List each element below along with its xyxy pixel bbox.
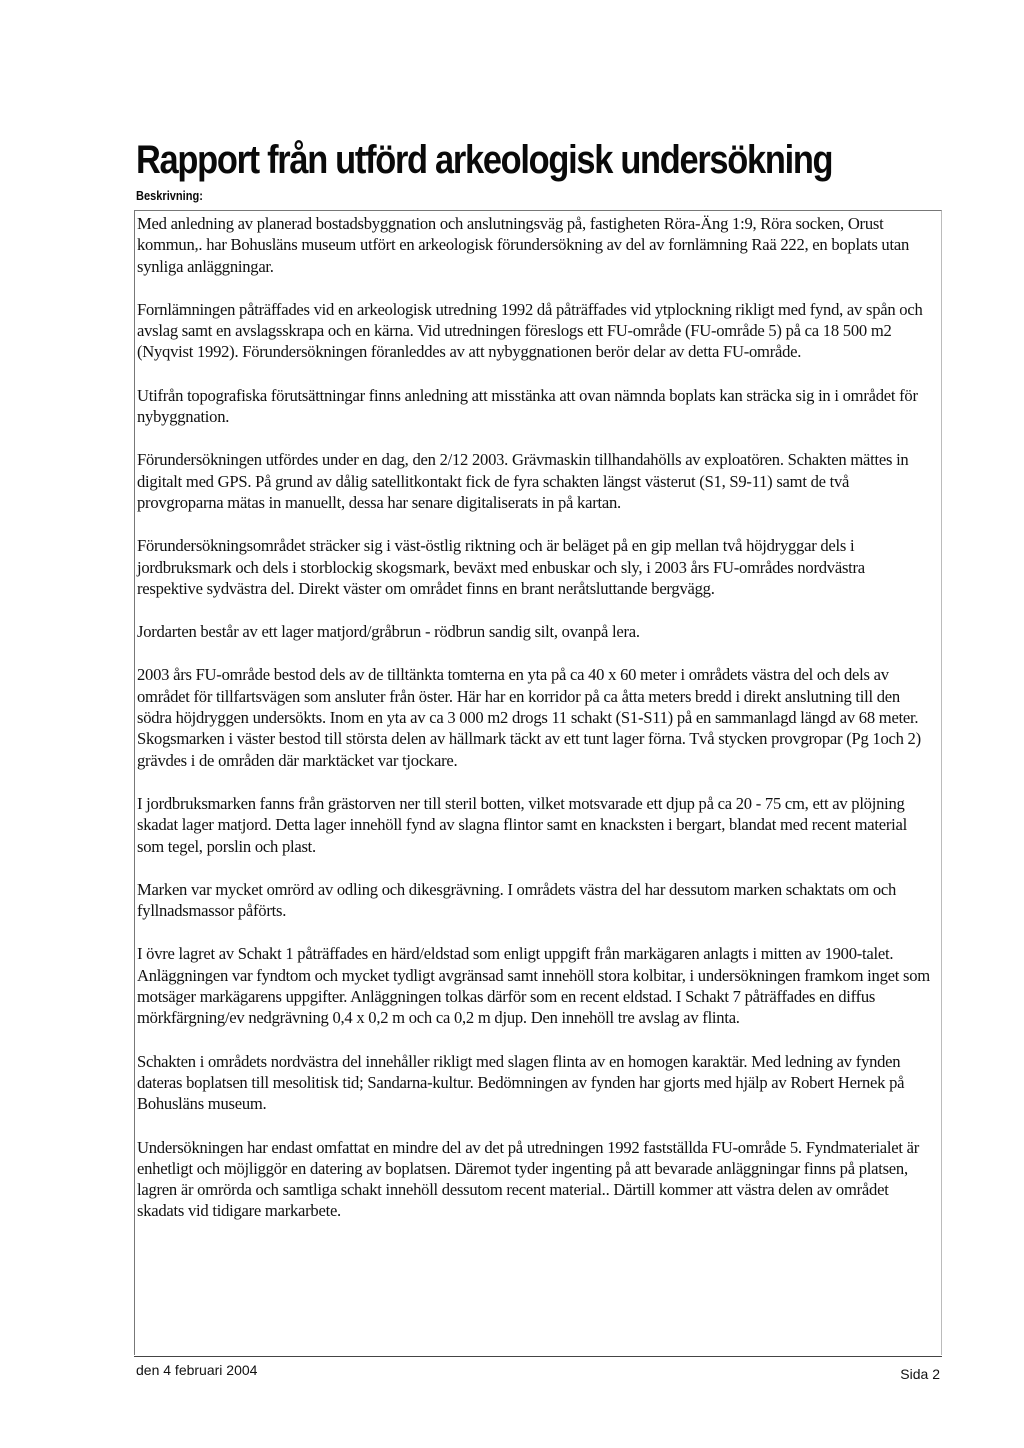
paragraph: Förundersökningsområdet sträcker sig i väst-östlig riktning och är beläget på en gip mellan två höjdryggar dels i jordbruksmark och dels i storblockig skogsmark, beväxt med enbuskar och sly, i 2003 års FU-områdes nordvästra respektive sydvästra del. Direkt väster om området finns en brant neråtsluttande bergvägg.	[137, 536, 865, 598]
section-label: Beskrivning:	[136, 188, 203, 203]
footer-divider	[134, 1356, 942, 1357]
paragraph: 2003 års FU-område bestod dels av de tilltänkta tomterna en yta på ca 40 x 60 meter i områdets västra del och dels av området för tillfartsvägen som ansluter från öster. Här har en korridor på ca åtta meters bredd i direkt anslutning till den södra höjdryggen undersökts. Inom en yta av ca 3 000 m2 drogs 11 schakt (S1-S11) på en sammanlagd längd av 68 meter. Skogsmarken i väster bestod till största delen av hällmark täckt av ett tunt lager förna. Två stycken provgropar (Pg 1och 2) grävdes i de områden där marktäcket var tjockare.	[137, 665, 921, 770]
paragraph: Förundersökningen utfördes under en dag, den 2/12 2003. Grävmaskin tillhandahölls av exploatören. Schakten mättes in digitalt med GPS. På grund av dålig satellitkontakt fick de fyra schakten längst västerut (S1, S9-11) samt de två provgroparna mätas in manuellt, dessa har senare digitaliserats in på kartan.	[137, 450, 909, 512]
paragraph: Utifrån topografiska förutsättningar finns anledning att misstänka att ovan nämnda boplats kan sträcka sig in i området för nybyggnation.	[137, 385, 918, 427]
paragraph: Jordarten består av ett lager matjord/gråbrun - rödbrun sandig silt, ovanpå lera.	[137, 622, 640, 642]
report-title: Rapport från utförd arkeologisk undersökning	[136, 138, 833, 182]
paragraph: Schakten i områdets nordvästra del innehåller rikligt med slagen flinta av en homogen karaktär. Med ledning av fynden dateras boplatsen till mesolitisk tid; Sandarna-kultur. Bedömningen av fynden har gjorts med hjälp av Robert Hernek på Bohusläns museum.	[137, 1051, 905, 1114]
paragraph: Marken var mycket omrörd av odling och dikesgrävning. I områdets västra del har dessutom marken schaktats om och fyllnadsmassor påförts.	[137, 879, 897, 921]
paragraph: Fornlämningen påträffades vid en arkeologisk utredning 1992 då påträffades vid ytplockning rikligt med fynd, av spån och avslag samt en avslagsskrapa och en kärna. Vid utredningen föreslogs ett FU-område (FU-område 5) på ca 18 500 m2 (Nyqvist 1992). Förundersökningen föranleddes av att nybyggnationen berör delar av detta FU-område.	[137, 299, 923, 362]
footer-date: den 4 februari 2004	[136, 1362, 258, 1378]
page-number: Sida 2	[900, 1366, 940, 1382]
paragraph: Med anledning av planerad bostadsbyggnation och anslutningsväg på, fastigheten Röra-Äng 1:9, Röra socken, Orust kommun,. har Bohusläns museum utfört en arkeologisk förundersökning av del av fornlämning Raä 222, en boplats utan synliga anläggningar.	[137, 214, 909, 276]
report-body	[137, 213, 932, 1244]
paragraph: I jordbruksmarken fanns från grästorven ner till steril botten, vilket motsvarade ett djup på ca 20 - 75 cm, ett av plöjning skadat lager matjord. Detta lager innehöll fynd av slagna flintor samt en knacksten i bergart, blandat med recent material som tegel, porslin och plast.	[137, 793, 908, 856]
paragraph: Undersökningen har endast omfattat en mindre del av det på utredningen 1992 fastställda FU-område 5. Fyndmaterialet är enhetligt och möjliggör en datering av boplatsen. Däremot tyder ingenting på att bevarade anläggningar finns på platsen, lagren är omrörda och samtliga schakt innehöll dessutom recent material.. Därtill kommer att västra delen av området skadats vid tidigare markarbete.	[137, 1137, 919, 1221]
paragraph: I övre lagret av Schakt 1 påträffades en härd/eldstad som enligt uppgift från markägaren anlagts i mitten av 1900-talet. Anläggningen var fyndtom och mycket tydligt avgränsad samt innehöll stora kolbitar, i undersökningen framkom inget som motsäger markägarens uppgifter. Anläggningen tolkas därför som en recent eldstad. I Schakt 7 påträffades en diffus mörkfärgning/ev nedgrävning 0,4 x 0,2 m och ca 0,2 m djup. Den innehöll tre avslag av flinta.	[137, 944, 930, 1028]
